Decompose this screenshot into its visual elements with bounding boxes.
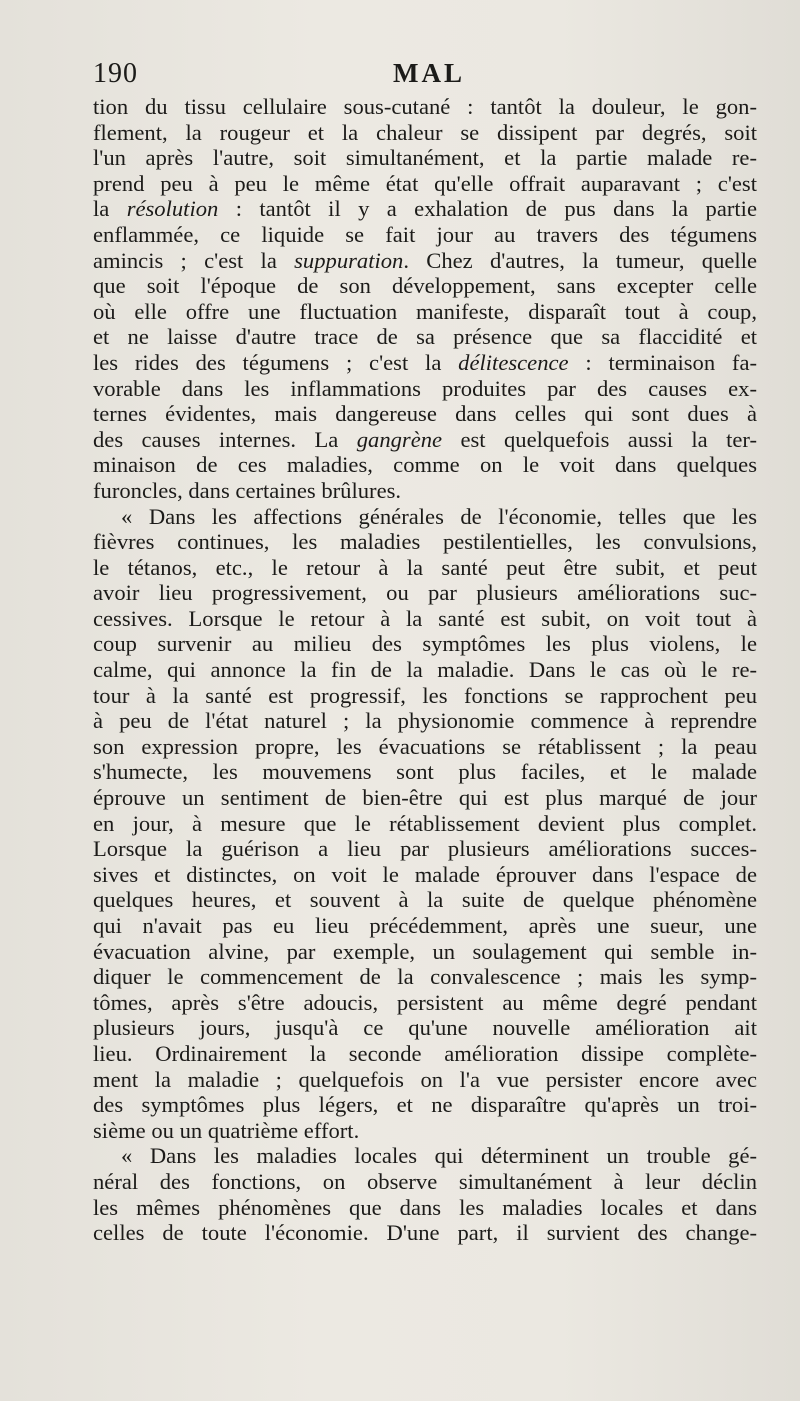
paragraph [93, 504, 757, 1144]
text-line: à peu de l'état naturel ; la physionomie commence à reprendre [93, 708, 757, 734]
text-line: évacuation alvine, par exemple, un soulagement qui semble in- [93, 938, 757, 964]
text-line: avoir lieu progressivement, ou par plusieurs améliorations suc- [93, 580, 757, 606]
text-line: quelques heures, et souvent à la suite de quelque phénomène [93, 887, 757, 913]
text-line: sives et distinctes, on voit le malade éprouver dans l'espace de [93, 861, 757, 887]
text-line: tômes, après s'être adoucis, persistent au même degré pendant [93, 989, 757, 1015]
text-line: les mêmes phénomènes que dans les maladies locales et dans [93, 1194, 757, 1220]
text-line: s'humecte, les mouvemens sont plus faciles, et le malade [93, 759, 757, 785]
text-line: prend peu à peu le même état qu'elle offrait auparavant ; c'est [93, 170, 757, 196]
text-line: furoncles, dans certaines brûlures. [93, 477, 402, 503]
text-line: plusieurs jours, jusqu'à ce qu'une nouvelle amélioration ait [93, 1015, 757, 1041]
running-head: MAL [393, 58, 465, 88]
text-line: éprouve un sentiment de bien-être qui est plus marqué de jour [93, 785, 757, 811]
text-line: lieu. Ordinairement la seconde amélioration dissipe complète- [93, 1040, 757, 1066]
text-line: son expression propre, les évacuations se rétablissent ; la peau [93, 733, 757, 759]
text-line: la résolution : tantôt il y a exhalation de pus dans la partie [93, 196, 757, 222]
text-line: Lorsque la guérison a lieu par plusieurs améliorations succes- [93, 836, 757, 862]
text-line: l'un après l'autre, soit simultanément, et la partie malade re- [93, 145, 757, 171]
text-line: celles de toute l'économie. D'une part, il survient des change- [93, 1220, 757, 1246]
text-line: minaison de ces maladies, comme on le voit dans quelques [93, 452, 757, 478]
text-line: vorable dans les inflammations produites par des causes ex- [93, 375, 757, 401]
text-line: « Dans les maladies locales qui déterminent un trouble gé- [121, 1143, 757, 1169]
text-line: qui n'avait pas eu lieu précédemment, après une sueur, une [93, 913, 757, 938]
text-line: flement, la rougeur et la chaleur se dissipent par degrés, soit [93, 119, 757, 145]
page-number: 190 [93, 58, 138, 89]
text-line: sième ou un quatrième effort. [93, 1117, 360, 1143]
text-line: néral des fonctions, on observe simultanément à leur déclin [93, 1168, 757, 1194]
paragraph [93, 94, 757, 504]
text-line: des causes internes. La gangrène est quelquefois aussi la ter- [93, 426, 757, 452]
text-line: que soit l'époque de son développement, sans excepter celle [93, 273, 757, 299]
text-line: en jour, à mesure que le rétablissement devient plus complet. [93, 810, 757, 836]
text-line: « Dans les affections générales de l'économie, telles que les [121, 503, 757, 529]
body-text [93, 94, 757, 1246]
text-line: tion du tissu cellulaire sous-cutané : tantôt la douleur, le gon- [93, 94, 757, 119]
text-line: et ne laisse d'autre trace de sa présence que sa flaccidité et [93, 324, 757, 350]
text-line: le tétanos, etc., le retour à la santé peut être subit, et peut [93, 554, 757, 580]
text-line: diquer le commencement de la convalescence ; mais les symp- [93, 964, 757, 990]
text-line: où elle offre une fluctuation manifeste, disparaît tout à coup, [93, 298, 757, 324]
text-line: les rides des tégumens ; c'est la délitescence : terminaison fa- [93, 349, 758, 375]
text-line: calme, qui annonce la fin de la maladie. Dans le cas où le re- [93, 657, 757, 683]
text-line: tour à la santé est progressif, les fonctions se rapprochent peu [93, 682, 757, 708]
text-line: des symptômes plus légers, et ne disparaître qu'après un troi- [93, 1092, 757, 1118]
paragraph [93, 1143, 757, 1245]
text-line: amincis ; c'est la suppuration. Chez d'autres, la tumeur, quelle [93, 247, 757, 273]
page-header [93, 58, 757, 94]
text-line: cessives. Lorsque le retour à la santé est subit, on voit tout à [93, 605, 757, 631]
text-line: enflammée, ce liquide se fait jour au travers des tégumens [93, 221, 757, 247]
text-line: coup survenir au milieu des symptômes les plus violens, le [93, 631, 757, 657]
text-line: ternes évidentes, mais dangereuse dans celles qui sont dues à [93, 401, 757, 427]
text-line: fièvres continues, les maladies pestilentielles, les convulsions, [93, 529, 757, 555]
text-line: ment la maladie ; quelquefois on l'a vue persister encore avec [93, 1066, 757, 1092]
